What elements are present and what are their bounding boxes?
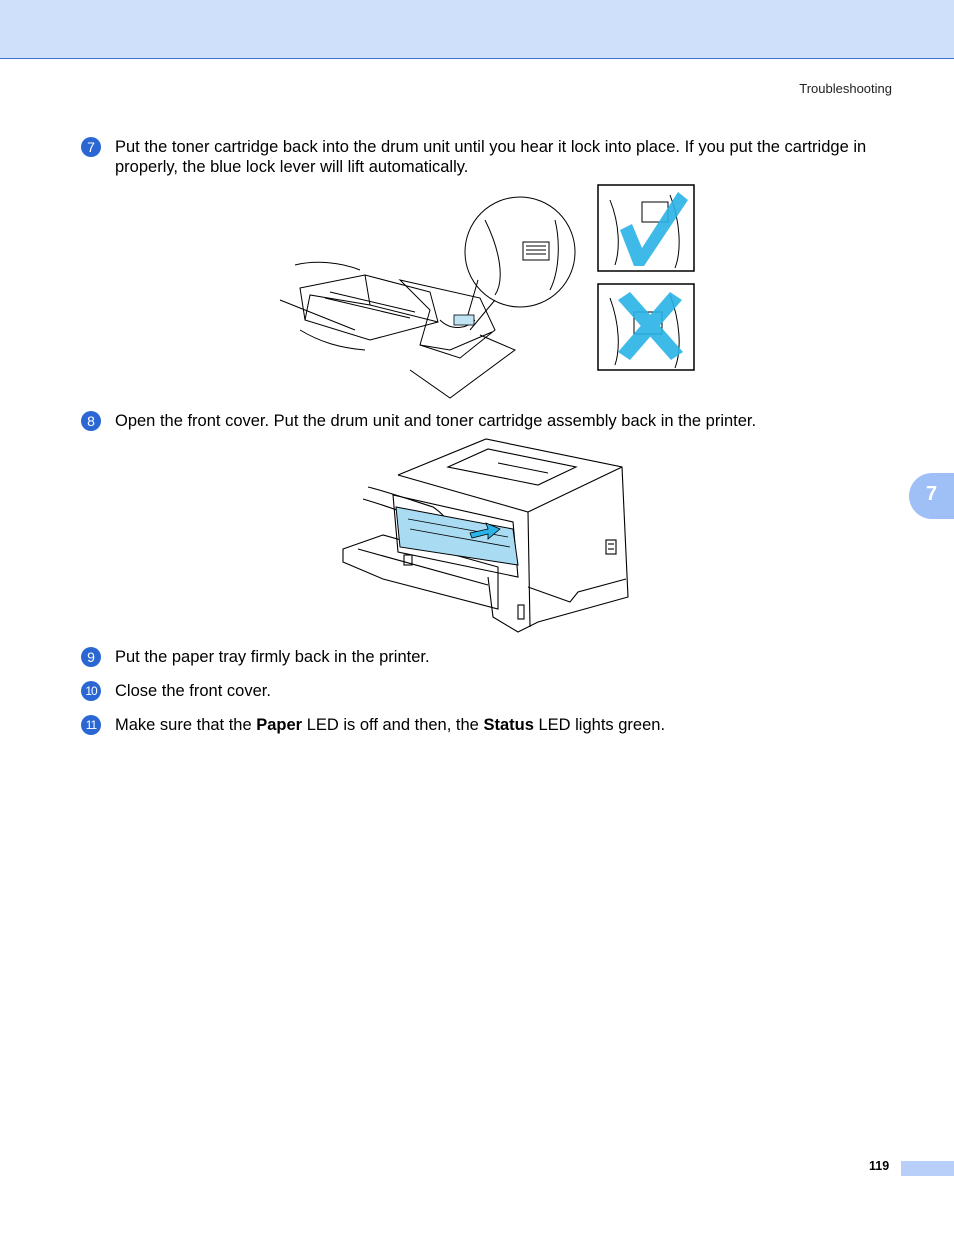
step-8 [81, 411, 891, 431]
step-marker-11: 11 [81, 715, 101, 735]
page-number: 119 [869, 1159, 890, 1173]
step-7 [81, 137, 891, 177]
step-marker-10: 10 [81, 681, 101, 701]
step-text-9: Put the paper tray firmly back in the printer. [115, 648, 430, 666]
step-marker-8: 8 [81, 411, 101, 431]
section-label: Troubleshooting [799, 81, 892, 96]
step-text-8: Open the front cover. Put the drum unit and toner cartridge assembly back in the printer. [115, 412, 757, 430]
printer-install-illustration [338, 437, 632, 635]
step-9 [81, 647, 891, 667]
step-11-text-before: Make sure that the [115, 716, 257, 734]
step-marker-7: 7 [81, 137, 101, 157]
chapter-tab [909, 473, 954, 519]
chapter-number: 7 [926, 483, 938, 505]
step-text-7: Put the toner cartridge back into the drum unit until you hear it lock into place. If you put the cartridge in properly, the blue lock lever will lift automatically. [115, 138, 867, 176]
step-marker-9: 9 [81, 647, 101, 667]
paper-led-label: Paper [256, 716, 303, 734]
step-11 [81, 715, 891, 735]
step-11-text-middle: LED is off and then, the [302, 716, 484, 734]
drum-toner-illustration [270, 180, 700, 402]
status-led-label: Status [483, 716, 534, 734]
step-11-text-after: LED lights green. [533, 716, 666, 734]
footer-bar [901, 1161, 954, 1176]
step-text-10: Close the front cover. [115, 682, 271, 700]
header-band [0, 0, 954, 59]
step-text-11 [115, 715, 891, 735]
step-10 [81, 681, 891, 701]
